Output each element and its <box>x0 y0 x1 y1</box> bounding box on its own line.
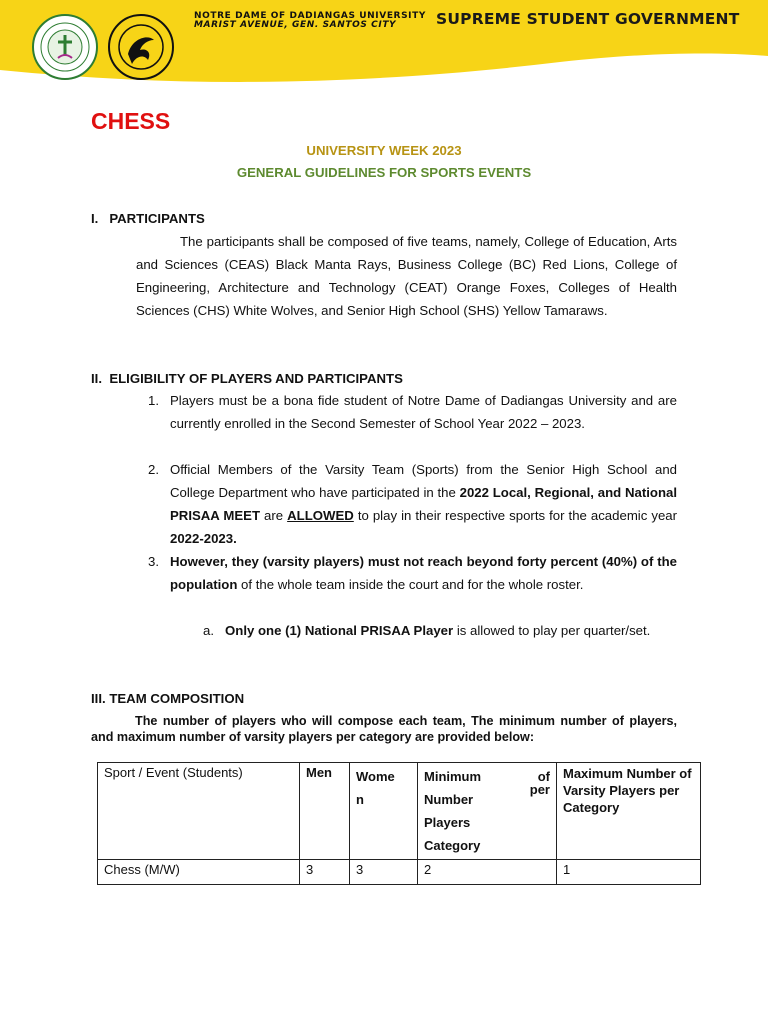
list-letter: a. <box>203 623 214 638</box>
text-run-bold: Only one (1) National PRISAA Player <box>225 623 454 638</box>
list-number: 1. <box>148 393 159 408</box>
header-sport: Sport / Event (Students) <box>98 763 300 860</box>
header-min-line-wrap <box>424 782 550 811</box>
participants-paragraph <box>136 230 677 322</box>
text-run-bold: 2022 Local, Regional, and National PRISAA MEET <box>170 485 677 523</box>
university-name: NOTRE DAME OF DADIANGAS UNIVERSITY <box>194 11 426 21</box>
header-women-line: Wome <box>356 769 395 784</box>
text-run-bold: However, they (varsity players) must not reach beyond forty percent (40%) of the population <box>170 554 677 592</box>
header-min-line: Number <box>424 792 474 807</box>
cell-max: 1 <box>557 860 701 885</box>
header-min-line: Category <box>424 838 481 853</box>
header-minimum-lines <box>424 765 550 857</box>
team-paragraph <box>91 713 677 745</box>
eligibility-sub-item-a <box>203 619 677 642</box>
cell-men: 3 <box>300 860 350 885</box>
list-text: Players must be a bona fide student of Notre Dame of Dadiangas University and are currently enrolled in the Second Semester of School Year 2022 – 2023. <box>170 393 677 431</box>
header-min-of: of <box>537 769 550 784</box>
header-men: Men <box>300 763 350 860</box>
list-text <box>170 550 677 596</box>
table-header-row <box>98 763 701 860</box>
text-run: are <box>260 508 288 523</box>
list-text <box>170 458 677 550</box>
header-women-line: n <box>356 792 364 807</box>
header-min-line: Players <box>424 815 471 830</box>
org-name: SUPREME STUDENT GOVERNMENT <box>436 10 740 28</box>
table-row <box>98 860 701 885</box>
header-min-line: Minimum <box>424 769 482 784</box>
participants-text: The participants shall be composed of five teams, namely, College of Education, Arts and Sciences (CEAS) Black Manta Rays, Business College (BC) Red Lions, College of Engineering, Architecture and Technology (CEAT) Orange Foxes, Colleges of Health Sciences (CHS) White Wolves, and Senior High School (SHS) Yellow Tamaraws. <box>136 234 677 318</box>
subtitle-guidelines: GENERAL GUIDELINES FOR SPORTS EVENTS <box>236 165 532 180</box>
eligibility-item-2 <box>148 458 677 550</box>
text-run-bold: 2022-2023. <box>170 531 237 546</box>
list-number: 3. <box>148 554 159 569</box>
team-text: The number of players who will compose each team, The minimum number of players, and maximum number of varsity players per category are provided below: <box>91 714 677 744</box>
page-title: CHESS <box>91 108 171 134</box>
header-min-per: per <box>529 782 550 797</box>
list-number: 2. <box>148 462 159 477</box>
text-run: to play in their respective sports for the academic year <box>353 508 678 523</box>
section-eligibility-heading: II. ELIGIBILITY OF PLAYERS AND PARTICIPANTS <box>91 371 403 386</box>
university-address: MARIST AVENUE, GEN. SANTOS CITY <box>194 20 397 30</box>
cell-min: 2 <box>418 860 557 885</box>
list-text <box>225 619 677 642</box>
university-block <box>194 12 426 30</box>
subtitle-university-week: UNIVERSITY WEEK 2023 <box>306 143 462 158</box>
text-run: is allowed to play per quarter/set. <box>453 623 651 638</box>
cell-sport: Chess (M/W) <box>98 860 300 885</box>
eligibility-item-3 <box>148 550 677 596</box>
eligibility-item-1 <box>148 389 677 435</box>
section-team-heading: III. TEAM COMPOSITION <box>91 691 245 706</box>
header-maximum: Maximum Number of Varsity Players per Category <box>557 763 701 860</box>
header-minimum <box>418 763 557 860</box>
university-seal-icon <box>32 14 98 80</box>
text-run-allowed: ALLOWED <box>287 508 354 523</box>
ssg-seal-icon <box>108 14 174 80</box>
text-run: Official Members of the Varsity Team (Sports) from the Senior High School and College Department who have participated in the <box>170 462 677 500</box>
section-participants-heading: I. PARTICIPANTS <box>91 211 205 226</box>
header-women <box>350 763 418 860</box>
cell-women: 3 <box>350 860 418 885</box>
text-run: of the whole team inside the court and for the whole roster. <box>237 577 584 592</box>
team-composition-table <box>97 762 701 885</box>
